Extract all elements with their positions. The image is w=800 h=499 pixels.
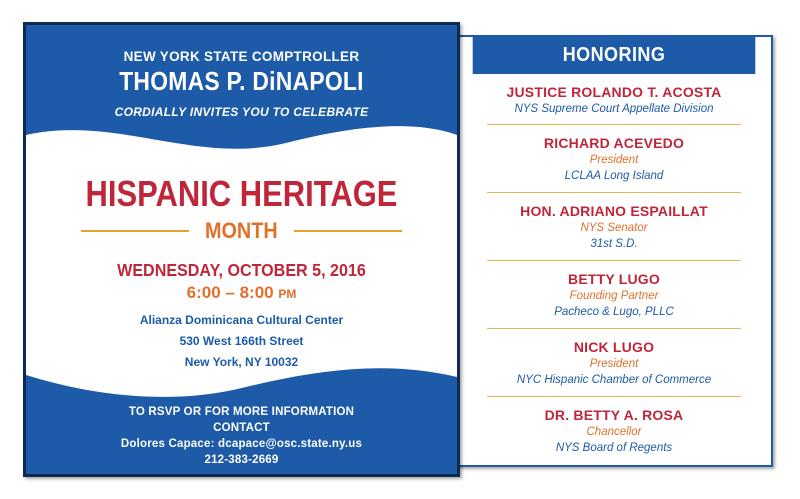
honoree-name: NICK LUGO — [573, 339, 655, 355]
divider-left — [81, 230, 189, 232]
invitation-card — [23, 22, 460, 477]
divider — [487, 192, 741, 193]
event-time: 6:00 – 8:00 — [186, 283, 274, 302]
venue-city: New York, NY 10032 — [184, 355, 299, 369]
divider-right — [294, 230, 402, 232]
honoree-acosta — [469, 84, 759, 117]
honoree-name: RICHARD ACEVEDO — [543, 135, 685, 151]
rsvp-contact-label: CONTACT — [213, 422, 270, 434]
honoree-org: LCLAA Long Island — [564, 170, 664, 182]
invites-line: CORDIALLY INVITES YOU TO CELEBRATE — [114, 105, 369, 119]
honoree-name: JUSTICE ROLANDO T. ACOSTA — [506, 84, 722, 100]
honoree-title: President — [589, 358, 639, 370]
event-time-suffix: PM — [278, 287, 297, 301]
presenter-title: NEW YORK STATE COMPTROLLER — [123, 49, 360, 64]
honoree-org: NYS Board of Regents — [555, 442, 673, 454]
honoree-espaillat — [469, 203, 759, 252]
honoring-header: HONORING — [473, 37, 756, 74]
rsvp-line: TO RSVP OR FOR MORE INFORMATION — [128, 406, 355, 418]
honoree-rosa — [469, 407, 759, 456]
honoree-acevedo — [469, 135, 759, 184]
event-date: WEDNESDAY, OCTOBER 5, 2016 — [117, 260, 366, 280]
rsvp-phone[interactable]: 212-383-2669 — [204, 454, 279, 466]
event-subtitle: MONTH — [205, 218, 278, 243]
honoree-org: NYS Supreme Court Appellate Division — [514, 103, 714, 115]
honoree-org: NYC Hispanic Chamber of Commerce — [516, 374, 712, 386]
honoree-name: HON. ADRIANO ESPAILLAT — [520, 203, 708, 219]
divider — [487, 328, 741, 329]
presenter-name: THOMAS P. DiNAPOLI — [119, 66, 364, 96]
event-title: HISPANIC HERITAGE — [85, 173, 398, 214]
honoree-org: 31st S.D. — [590, 238, 638, 250]
divider — [487, 260, 741, 261]
venue-name: Alianza Dominicana Cultural Center — [139, 313, 344, 327]
venue-street: 530 West 166th Street — [179, 334, 304, 348]
honoree-name: DR. BETTY A. ROSA — [544, 407, 684, 423]
honoree-betty-lugo — [469, 271, 759, 320]
event-time-row — [26, 283, 457, 303]
honoree-title: NYS Senator — [580, 222, 648, 234]
honoree-org: Pacheco & Lugo, PLLC — [554, 306, 674, 318]
honoree-name: BETTY LUGO — [568, 271, 660, 287]
event-subtitle-row — [81, 218, 402, 244]
rsvp-contact[interactable]: Dolores Capace: dcapace@osc.state.ny.us — [120, 438, 363, 450]
honoree-title: Founding Partner — [569, 290, 659, 302]
honoree-nick-lugo — [469, 339, 759, 388]
honoree-title: Chancellor — [586, 426, 642, 438]
divider — [487, 124, 741, 125]
honoring-card — [455, 35, 773, 467]
divider — [487, 396, 741, 397]
honoree-title: President — [589, 154, 639, 166]
